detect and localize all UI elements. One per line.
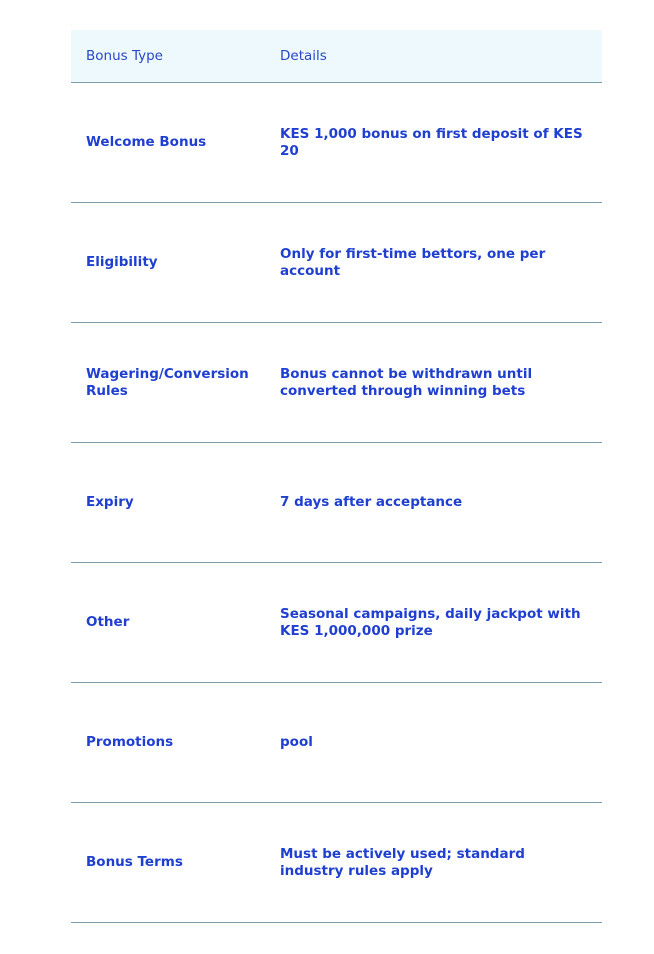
row-details: Bonus cannot be withdrawn until converted through winning bets xyxy=(280,365,533,399)
table-row xyxy=(71,683,602,803)
row-type: Expiry xyxy=(86,494,134,510)
table-row xyxy=(71,443,602,563)
row-type: Eligibility xyxy=(86,254,158,270)
table-row xyxy=(71,203,602,323)
table-row xyxy=(71,563,602,683)
header-details: Details xyxy=(280,48,327,64)
table-header xyxy=(71,30,602,83)
row-type: Promotions xyxy=(86,734,174,750)
row-details: Only for first-time bettors, one per account xyxy=(280,245,546,279)
row-type: Wagering/Conversion Rules xyxy=(86,365,249,399)
row-details: Must be actively used; standard industry rules apply xyxy=(280,845,525,879)
row-details: pool xyxy=(280,734,313,750)
table-row xyxy=(71,323,602,443)
row-details: Seasonal campaigns, daily jackpot with KES 1,000,000 prize xyxy=(280,605,581,639)
row-type: Other xyxy=(86,614,130,630)
bonus-table xyxy=(71,30,602,923)
table-row xyxy=(71,83,602,203)
row-details: KES 1,000 bonus on first deposit of KES 20 xyxy=(280,125,583,159)
row-details: 7 days after acceptance xyxy=(280,494,463,510)
row-type: Bonus Terms xyxy=(86,854,183,870)
row-type: Welcome Bonus xyxy=(86,134,207,150)
header-bonus-type: Bonus Type xyxy=(86,48,163,64)
table-row xyxy=(71,803,602,923)
